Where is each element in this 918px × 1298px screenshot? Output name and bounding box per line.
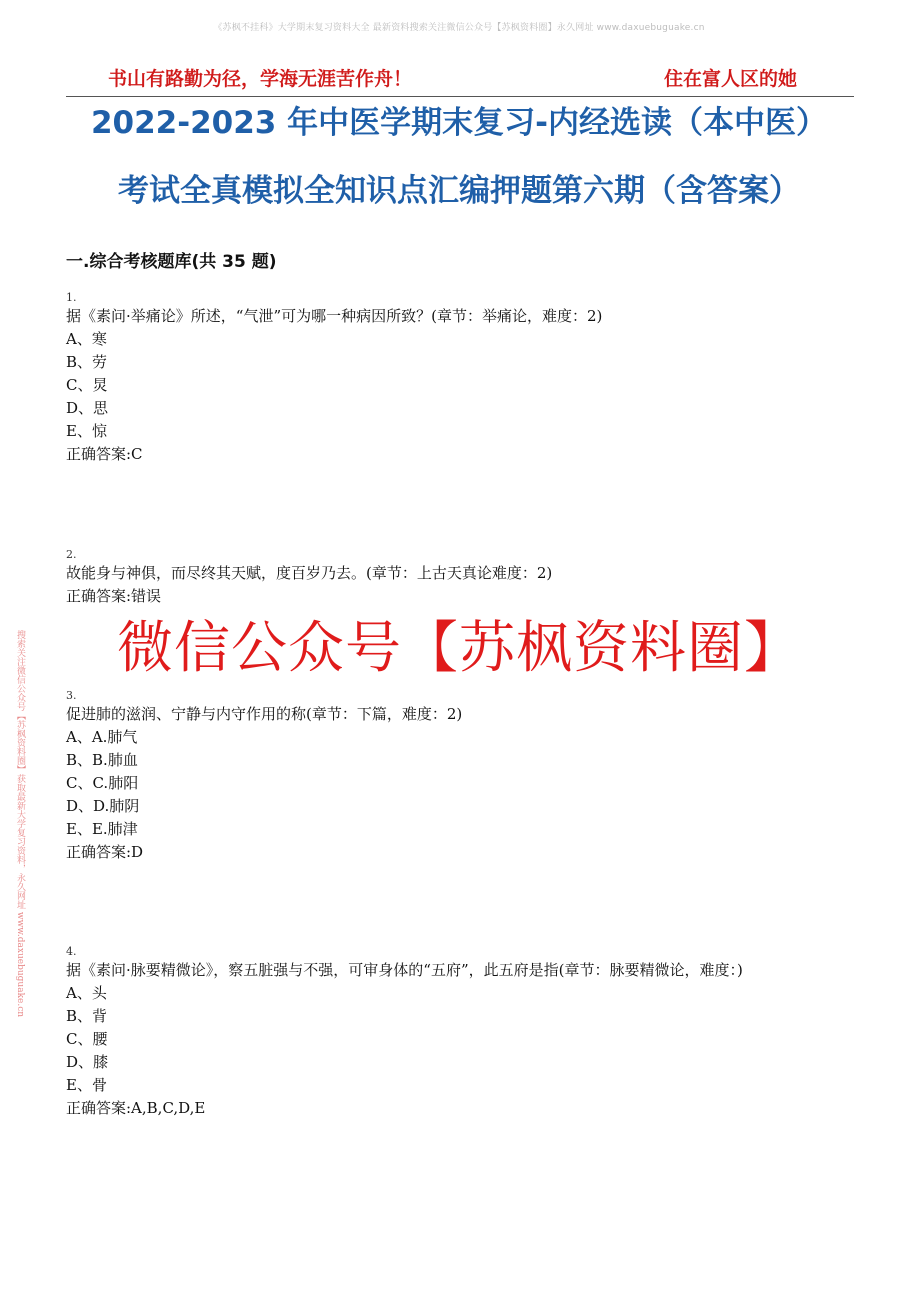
question-option: C、腰 [66, 1030, 108, 1048]
question-number: 1. [66, 291, 77, 304]
question-option: C、炅 [66, 376, 108, 394]
document-title-line-2: 考试全真模拟全知识点汇编押题第六期（含答案） [118, 173, 800, 209]
question-number: 2. [66, 548, 77, 561]
question-option: A、A.肺气 [66, 728, 138, 746]
motto-left: 书山有路勤为径，学海无涯苦作舟！ [108, 68, 413, 90]
big-watermark: 微信公众号【苏枫资料圈】 [117, 616, 801, 681]
question-answer: 正确答案:D [66, 843, 144, 861]
question-number: 3. [66, 689, 77, 702]
question-text: 促进肺的滋润、宁静与内守作用的称(章节：下篇，难度：2) [66, 705, 463, 723]
question-option: A、寒 [66, 330, 107, 348]
motto-right: 住在富人区的她 [664, 68, 798, 90]
question-number: 4. [66, 945, 77, 958]
section-heading: 一.综合考核题库(共 35 题) [66, 252, 277, 272]
question-option: E、骨 [66, 1076, 107, 1094]
question-answer: 正确答案:C [66, 445, 143, 463]
question-option: D、思 [66, 399, 109, 417]
question-4 [66, 944, 858, 1120]
side-watermark: 搜索关注微信公众号【苏枫资料圈】获取最新大学复习资料，永久网址 www.daxuebuguake.cn [15, 630, 25, 1018]
question-answer: 正确答案:A,B,C,D,E [66, 1099, 206, 1117]
question-option: D、D.肺阴 [66, 797, 140, 815]
question-option: E、E.肺津 [66, 820, 138, 838]
question-3 [66, 688, 858, 864]
question-option: B、背 [66, 1007, 108, 1025]
question-option: B、劳 [66, 353, 108, 371]
question-answer: 正确答案:错误 [66, 587, 162, 605]
question-option: E、惊 [66, 422, 107, 440]
top-watermark: 《苏枫不挂科》大学期末复习资料大全 最新资料搜索关注微信公众号【苏枫资料圈】永久网址 www.daxuebuguake.cn [213, 23, 705, 33]
question-text: 据《素问·脉要精微论》，察五脏强与不强，可审身体的“五府”，此五府是指(章节：脉要精微论，难度：) [66, 961, 743, 979]
question-option: C、C.肺阳 [66, 774, 139, 792]
question-option: A、头 [66, 984, 107, 1002]
document-title-line-1: 2022-2023 年中医学期末复习-内经选读（本中医） [90, 105, 828, 141]
question-1 [66, 290, 858, 466]
question-text: 据《素问·举痛论》所述，“气泄”可为哪一种病因所致？(章节：举痛论，难度：2) [66, 307, 603, 325]
question-text: 故能身与神俱，而尽终其天赋，度百岁乃去。(章节：上古天真论难度：2) [66, 564, 553, 582]
question-2 [66, 547, 858, 608]
question-option: D、膝 [66, 1053, 109, 1071]
question-option: B、B.肺血 [66, 751, 138, 769]
